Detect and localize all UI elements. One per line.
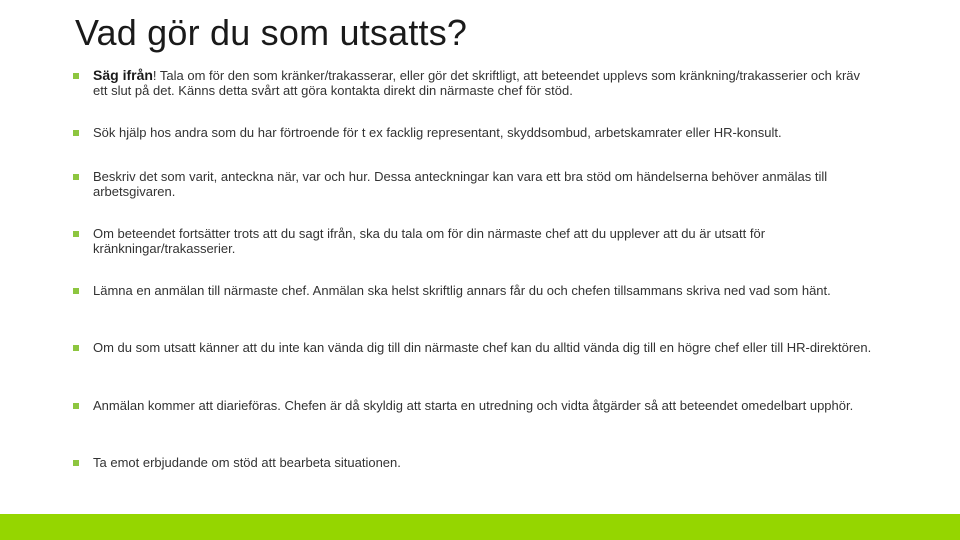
- square-bullet-icon: [73, 231, 79, 237]
- bullet-text: [93, 68, 873, 98]
- bullet-text: Sök hjälp hos andra som du har förtroende för t ex facklig representant, skyddsombud, arbetskamrater eller HR-konsult.: [93, 125, 782, 140]
- square-bullet-icon: [73, 174, 79, 180]
- bullet-item: [73, 398, 873, 413]
- bullet-text: Om du som utsatt känner att du inte kan vända dig till din närmaste chef kan du alltid vända dig till en högre chef eller till HR-direktören.: [93, 340, 872, 355]
- square-bullet-icon: [73, 345, 79, 351]
- square-bullet-icon: [73, 73, 79, 79]
- bullet-text: Anmälan kommer att diarieföras. Chefen är då skyldig att starta en utredning och vidta åtgärder så att beteendet omedelbart upphör.: [93, 398, 854, 413]
- bullet-item: [73, 226, 873, 256]
- bullet-body: ! Tala om för den som kränker/trakasserar, eller gör det skriftligt, att beteendet upplevs som kränkning/trakasserier och kräv ett slut på det. Känns detta svårt att göra kontakta direkt din närmaste chef för stöd.: [93, 68, 861, 98]
- bullet-item: [73, 340, 873, 355]
- square-bullet-icon: [73, 288, 79, 294]
- bullet-text: Lämna en anmälan till närmaste chef. Anmälan ska helst skriftlig annars får du och chefen tillsammans skriva ned vad som hänt.: [93, 283, 831, 298]
- bullet-item: [73, 125, 873, 140]
- bullet-lead: Säg ifrån: [93, 67, 153, 83]
- square-bullet-icon: [73, 403, 79, 409]
- square-bullet-icon: [73, 130, 79, 136]
- bullet-text: Ta emot erbjudande om stöd att bearbeta situationen.: [93, 455, 401, 470]
- bullet-item: [73, 169, 873, 199]
- bullet-item: [73, 68, 873, 98]
- bullet-text: Beskriv det som varit, anteckna när, var och hur. Dessa anteckningar kan vara ett bra stöd om händelserna behöver anmälas till arbetsgivaren.: [93, 169, 828, 199]
- square-bullet-icon: [73, 460, 79, 466]
- bullet-text: Om beteendet fortsätter trots att du sagt ifrån, ska du tala om för din närmaste chef att du upplever att du är utsatt för kränkningar/trakasserier.: [93, 226, 766, 256]
- bullet-item: [73, 283, 873, 298]
- bullet-item: [73, 455, 873, 470]
- slide-title: Vad gör du som utsatts?: [75, 12, 468, 53]
- footer-accent-bar: [0, 514, 960, 540]
